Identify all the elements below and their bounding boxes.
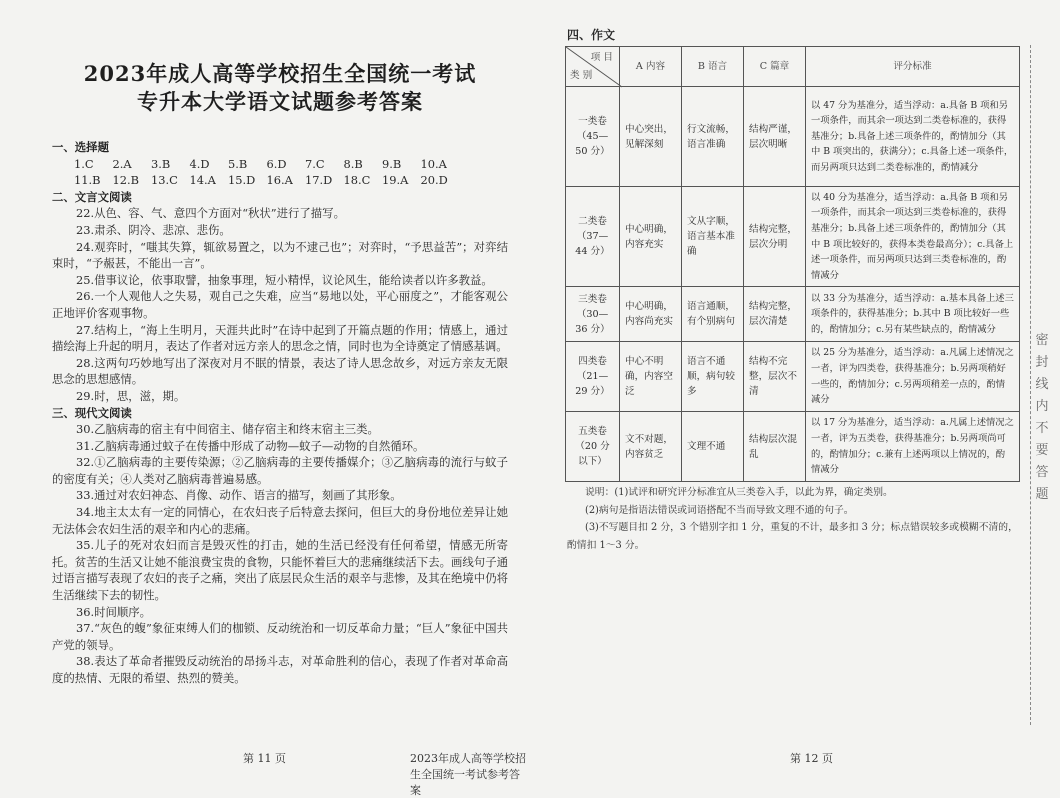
header-language: B 语言 <box>682 47 744 87</box>
choice-answer: 1.C <box>74 156 94 171</box>
criteria-cell: 以 33 分为基准分，适当浮动：a.基本具备上述三项条件的，获得基准分；b.其中 B 项比较好一些的，酌情加分；c.另有某些缺点的，酌情减分 <box>806 287 1020 342</box>
choice-answer: 17.D <box>305 173 333 188</box>
left-page <box>0 0 530 797</box>
choice-answer: 9.B <box>382 156 402 171</box>
content-cell: 中心明确，内容尚充实 <box>620 287 682 342</box>
choice-answer: 5.B <box>228 156 248 171</box>
answer-item: 33.通过对农妇神态、肖像、动作、语言的描写，刻画了其形象。 <box>76 488 402 503</box>
choice-answer: 4.D <box>189 156 210 171</box>
answer-item: 38.表达了革命者摧毁反动统治的昂扬斗志，对革命胜利的信心，表现了作者对革命高度的热情、无限的希望、热烈的赞美。 <box>52 654 508 685</box>
page-number-right: 第 12 页 <box>790 752 833 765</box>
seal-warning: 密封线内不要答题 <box>1035 333 1049 502</box>
section-heading-choice: 一、选择题 <box>52 140 109 154</box>
note-1: 说明：(1)试评和研究评分标准宜从三类卷入手，以此为界，确定类别。 <box>585 487 893 498</box>
header-criteria: 评分标准 <box>806 47 1020 87</box>
grade-cell <box>566 187 620 287</box>
content-cell: 中心突出，见解深刻 <box>620 87 682 187</box>
answer-item: 32.①乙脑病毒的主要传染源；②乙脑病毒的主要传播媒介；③乙脑病毒的流行与蚊子的密度有关；④人类对乙脑病毒普遍易感。 <box>52 455 508 486</box>
language-cell: 语言通顺，有个别病句 <box>682 287 744 342</box>
header-diagonal-cell <box>566 47 620 87</box>
choice-answer: 12.B <box>112 173 139 188</box>
grade-range: （30—36 分） <box>575 308 610 335</box>
language-cell: 语言不通顺，病句较多 <box>682 342 744 412</box>
choice-answer: 18.C <box>343 173 371 188</box>
grade-cell <box>566 412 620 482</box>
table-row <box>566 187 1020 287</box>
language-cell: 文理不通 <box>682 412 744 482</box>
section-heading-classical: 二、文言文阅读 <box>52 189 132 204</box>
exam-title <box>50 60 510 116</box>
criteria-cell: 以 40 分为基准分，适当浮动：a.具备 B 项和另一项条件，而其余一项达到三类卷标准的，获得基准分；b.具备上述三项条件的，酌情加分（其中 B 项比较好的，获得本类卷最高分）；c.具备上述一项条件，而另两项只达到三类卷标准的，酌情减分 <box>806 187 1020 287</box>
choice-answer: 19.A <box>382 173 409 188</box>
section-heading-modern: 三、现代文阅读 <box>52 405 132 420</box>
grade-name: 一类卷 <box>578 116 607 127</box>
header-structure: C 篇章 <box>744 47 806 87</box>
choice-answers <box>52 156 508 189</box>
choice-answer: 13.C <box>151 173 178 188</box>
choice-answer: 8.B <box>343 156 363 171</box>
answer-item: 26.一个人观他人之失易，观自己之失难，应当“易地以处，平心丽度之”，才能客观公正地评价客观事物。 <box>52 289 508 320</box>
answer-item: 31.乙脑病毒通过蚊子在传播中形成了动物—蚊子—动物的自然循环。 <box>76 438 425 453</box>
table-row <box>566 287 1020 342</box>
grade-range: （21—29 分） <box>575 371 610 397</box>
answer-item: 27.结构上，“海上生明月，天涯共此时”在诗中起到了开篇点题的作用；情感上，通过描绘海上升起的明月，表达了作者对远方亲人的思念之情，同时也为全诗奠定了情感基调。 <box>52 322 508 354</box>
choice-answer: 7.C <box>305 156 325 171</box>
answer-content <box>52 139 508 687</box>
grade-range: （45—50 分） <box>575 131 610 157</box>
language-cell: 文从字顺，语言基本准确 <box>682 187 744 287</box>
grade-cell <box>566 287 620 342</box>
answer-item: 34.地主太太有一定的同情心，在农妇丧子后特意去探问，但巨大的身份地位差异让她无法体会农妇生活的艰辛和内心的悲痛。 <box>52 505 508 536</box>
structure-cell: 结构不完整，层次不清 <box>744 342 806 412</box>
classical-answers <box>52 205 508 404</box>
choice-answer: 3.B <box>151 156 171 171</box>
title-line-1: 2023年成人高等学校招生全国统一考试 <box>83 61 477 86</box>
choice-answer: 15.D <box>228 173 256 188</box>
criteria-cell: 以 47 分为基准分，适当浮动：a.具备 B 项和另一项条件，而其余一项达到二类卷标准的，获得基准分；b.具备上述三项条件的，酌情加分（其中 B 项突出的，获满分）；c.具备上述一项条件，而另两项只达到二类卷标准的，酌情减分 <box>806 87 1020 187</box>
modern-answers <box>52 421 508 687</box>
answer-item: 22.从色、容、气、意四个方面对“秋状”进行了描写。 <box>76 206 345 221</box>
page-number-left: 第 11 页 <box>243 752 286 765</box>
content-cell: 中心明确，内容充实 <box>620 187 682 287</box>
grade-name: 四类卷 <box>578 356 607 367</box>
grade-cell <box>566 87 620 187</box>
grade-range: （20 分以下） <box>575 441 610 467</box>
answer-item: 28.这两句巧妙地写出了深夜对月不眠的情景，表达了诗人思念故乡，对远方亲友无限思念的思想感情。 <box>52 355 508 387</box>
grade-name: 三类卷 <box>578 293 607 305</box>
grade-name: 二类卷 <box>578 216 607 227</box>
grade-cell <box>566 342 620 412</box>
title-line-2: 专升本大学语文试题参考答案 <box>137 89 423 114</box>
structure-cell: 结构完整，层次清楚 <box>744 287 806 342</box>
header-content: A 内容 <box>620 47 682 87</box>
content-cell: 文不对题，内容贫乏 <box>620 412 682 482</box>
note-3: (3)不写题目扣 2 分，3 个错别字扣 1 分，重复的不计，最多扣 3 分；标点错误较多或模糊不清的，酌情扣 1～3 分。 <box>567 522 1018 551</box>
content-cell: 中心不明确，内容空泛 <box>620 342 682 412</box>
header-category-label: 类 别 <box>570 70 593 81</box>
choice-answer: 16.A <box>266 173 293 188</box>
language-cell: 行文流畅，语言准确 <box>682 87 744 187</box>
criteria-cell: 以 17 分为基准分，适当浮动：a.凡属上述情况之一者，评为五类卷，获得基准分；b.另两项尚可的，酌情加分；c.兼有上述两项以上情况的，酌情减分 <box>806 412 1020 482</box>
table-row <box>566 87 1020 187</box>
answer-item: 35.儿子的死对农妇而言是毁灭性的打击，她的生活已经没有任何希望，情感无所寄托。贫苦的生活又让她不能浪费宝贵的食物，只能怀着巨大的悲痛继续活下去。画线句子通过语言描写表现了农妇的丧子之痛，突出了底层民众生活的艰辛与悲惨，及其在绝境中仍将生活继续下去的韧性。 <box>52 538 508 603</box>
choice-answer: 20.D <box>420 173 448 188</box>
note-2: (2)病句是指语法错误或词语搭配不当而导致文理不通的句子。 <box>585 504 854 516</box>
answer-item: 23.肃杀、阴冷、悲凉、悲伤。 <box>76 222 231 237</box>
choice-answer: 2.A <box>112 156 132 171</box>
footer-title: 2023年成人高等学校招生全国统一考试参考答案 <box>410 752 526 797</box>
answer-item: 29.时，思，滋，期。 <box>76 388 186 403</box>
structure-cell: 结构完整，层次分明 <box>744 187 806 287</box>
table-row <box>566 342 1020 412</box>
choice-answer: 11.B <box>74 173 101 188</box>
answer-item: 36.时间顺序。 <box>76 604 152 619</box>
header-item-label: 项 目 <box>590 52 613 63</box>
answer-item: 25.借事议论，依事取譬，抽象事理，短小精悍，议论风生，能给读者以许多教益。 <box>76 272 493 287</box>
structure-cell: 结构严谨，层次明晰 <box>744 87 806 187</box>
answer-item: 37.“灰色的蝮”象征束缚人们的枷锁、反动统治和一切反革命力量；“巨人”象征中国共产党的领导。 <box>52 621 508 652</box>
grade-name: 五类卷 <box>578 426 607 437</box>
grade-range: （37—44 分） <box>575 231 610 257</box>
table-header-row <box>566 47 1020 87</box>
essay-rubric-table <box>565 46 1020 482</box>
answer-item: 24.观弈时，“嗤其失算，辄欲易置之，以为不逮己也”；对弈时，“予思益苦”；对弈结束时，“予赧甚，不能出一言”。 <box>52 239 508 271</box>
section-heading-essay: 四、作文 <box>567 28 616 42</box>
choice-answer: 14.A <box>189 173 216 188</box>
structure-cell: 结构层次混乱 <box>744 412 806 482</box>
table-row <box>566 412 1020 482</box>
answer-item: 30.乙脑病毒的宿主有中间宿主、储存宿主和终末宿主三类。 <box>76 422 379 437</box>
grading-notes <box>567 484 1027 554</box>
criteria-cell: 以 25 分为基准分，适当浮动：a.凡属上述情况之一者，评为四类卷，获得基准分；b.另两项稍好一些的，酌情加分；c.另两项稍差一点的，酌情减分 <box>806 342 1020 412</box>
choice-answer: 6.D <box>266 156 287 171</box>
choice-answer: 10.A <box>420 156 447 171</box>
